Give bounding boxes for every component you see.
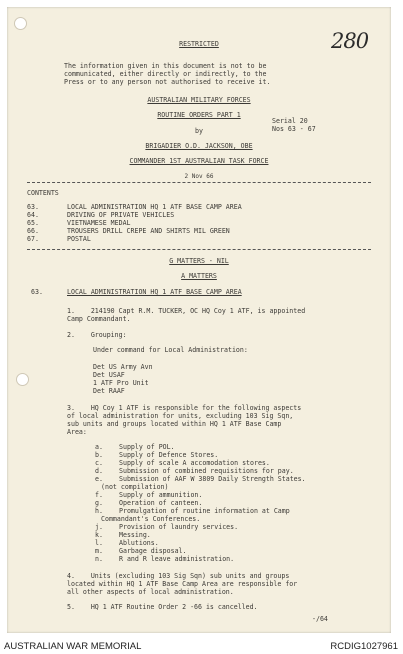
para3-item-key: h. xyxy=(95,507,103,515)
item-number: 63. xyxy=(31,288,43,296)
unit-item: Det RAAF xyxy=(93,387,125,395)
para3-item-text: Supply of POL. xyxy=(119,443,175,451)
contents-item-text: DRIVING OF PRIVATE VEHICLES xyxy=(67,211,175,219)
a-matters-heading: A MATTERS xyxy=(181,272,217,280)
para2-label: 2. Grouping: xyxy=(67,331,127,339)
serial-number: Serial 20 xyxy=(272,117,308,125)
classification: RESTRICTED xyxy=(179,40,219,48)
para3-item-text: Promulgation of routine information at Camp xyxy=(119,507,290,515)
unit-item: Det US Army Avn xyxy=(93,363,153,371)
para3-item-text: Supply of Defence Stores. xyxy=(119,451,219,459)
para3-item-text: Garbage disposal. xyxy=(119,547,187,555)
contents-item-num: 65. xyxy=(27,219,39,227)
divider-bottom xyxy=(27,249,371,250)
para3-item-key: d. xyxy=(95,467,103,475)
document-page xyxy=(7,7,391,633)
under-command-label: Under command for Local Administration: xyxy=(93,346,248,354)
contents-label: CONTENTS xyxy=(27,189,59,197)
para3-item-text: Supply of scale A accomodation stores. xyxy=(119,459,270,467)
para3-item-text: R and R leave administration. xyxy=(119,555,235,563)
footer-record-id: RCDIG1027961 xyxy=(330,641,398,652)
para3-item-key: a. xyxy=(95,443,103,451)
contents-item-num: 63. xyxy=(27,203,39,211)
contents-item-text: VIETNAMESE MEDAL xyxy=(67,219,131,227)
by-label: by xyxy=(195,127,203,135)
g-matters-heading: G MATTERS - NIL xyxy=(169,257,229,265)
para3-item-key: k. xyxy=(95,531,103,539)
para1-line: 1. 214190 Capt R.M. TUCKER, OC HQ Coy 1 ATF, is appointed xyxy=(67,307,306,315)
para3-item-text: Operation of canteen. xyxy=(119,499,203,507)
caveat-line: communicated, either directly or indirectly, to the xyxy=(64,70,267,78)
caveat-line: Press or to any person not authorised to receive it. xyxy=(64,78,271,86)
para3-item-key: e. xyxy=(95,475,103,483)
para5-line: 5. HQ 1 ATF Routine Order 2 -66 is cancelled. xyxy=(67,603,258,611)
footer-archive-name: AUSTRALIAN WAR MEMORIAL xyxy=(4,641,142,652)
item-title: LOCAL ADMINISTRATION HQ 1 ATF BASE CAMP AREA xyxy=(67,288,242,296)
contents-item-text: POSTAL xyxy=(67,235,91,243)
para3-line: Area: xyxy=(67,428,87,436)
commander-name: BRIGADIER O.D. JACKSON, OBE xyxy=(145,142,253,150)
order-numbers: Nos 63 - 67 xyxy=(272,125,316,133)
contents-item-text: LOCAL ADMINISTRATION HQ 1 ATF BASE CAMP AREA xyxy=(67,203,242,211)
unit-item: 1 ATF Pro Unit xyxy=(93,379,149,387)
para3-item-text: Messing. xyxy=(119,531,151,539)
unit-item: Det USAF xyxy=(93,371,125,379)
para3-item-text: (not compilation) xyxy=(101,483,169,491)
para3-item-text: Ablutions. xyxy=(119,539,159,547)
para3-item-key: m. xyxy=(95,547,103,555)
para3-item-text: Commandant's Conferences. xyxy=(101,515,201,523)
punch-hole-top xyxy=(14,17,27,30)
page-continuation: -/64 xyxy=(312,615,328,623)
contents-item-num: 64. xyxy=(27,211,39,219)
para4-line: all other aspects of local administration. xyxy=(67,588,234,596)
para3-item-key: l. xyxy=(95,539,103,547)
para3-item-key: n. xyxy=(95,555,103,563)
para3-item-text: Submission of combined requisitions for pay. xyxy=(119,467,294,475)
contents-item-num: 67. xyxy=(27,235,39,243)
para3-item-key: b. xyxy=(95,451,103,459)
para1-line: Camp Commandant. xyxy=(67,315,131,323)
order-date: 2 Nov 66 xyxy=(184,173,214,180)
para3-line: of local administration for units, excluding 103 Sig Sqn, xyxy=(67,412,294,420)
contents-item-num: 66. xyxy=(27,227,39,235)
punch-hole-bottom xyxy=(16,373,29,386)
contents-item-text: TROUSERS DRILL CREPE AND SHIRTS MIL GREEN xyxy=(67,227,230,235)
para3-item-text: Submission of AAF W 3809 Daily Strength States. xyxy=(119,475,306,483)
force-name: AUSTRALIAN MILITARY FORCES xyxy=(147,96,251,104)
document-title: ROUTINE ORDERS PART 1 xyxy=(157,111,241,119)
caveat-line: The information given in this document is not to be xyxy=(64,62,267,70)
para3-item-key: j. xyxy=(95,523,103,531)
command-title: COMMANDER 1ST AUSTRALIAN TASK FORCE xyxy=(129,157,269,165)
para3-item-text: Provision of laundry services. xyxy=(119,523,239,531)
handwritten-number: 280 xyxy=(331,29,369,53)
para3-item-key: f. xyxy=(95,491,103,499)
divider-top xyxy=(27,182,371,183)
para3-item-text: Supply of ammunition. xyxy=(119,491,203,499)
para3-line: 3. HQ Coy 1 ATF is responsible for the following aspects xyxy=(67,404,302,412)
para4-line: located within HQ 1 ATF Base Camp Area are responsible for xyxy=(67,580,298,588)
para3-line: sub units and groups located within HQ 1 ATF Base Camp xyxy=(67,420,282,428)
para3-item-key: c. xyxy=(95,459,103,467)
para4-line: 4. Units (excluding 103 Sig Sqn) sub units and groups xyxy=(67,572,290,580)
para3-item-key: g. xyxy=(95,499,103,507)
